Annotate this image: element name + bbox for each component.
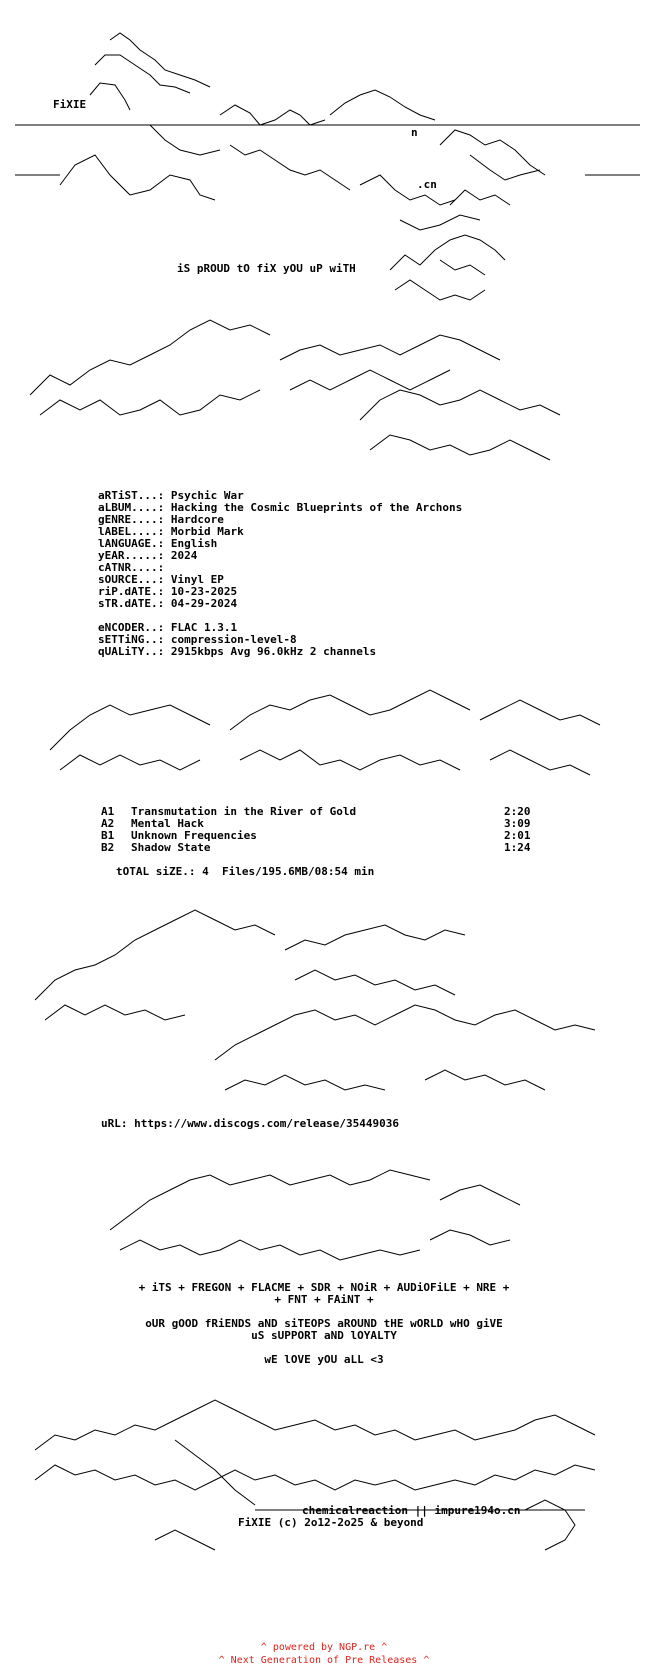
info-catnr: cATNR....: [98, 561, 171, 574]
track-time: 1:24 [504, 841, 531, 854]
header-logo-art [0, 25, 648, 240]
track-pos: A2 [101, 817, 115, 830]
info-artist: aRTiST...: Psychic War [98, 489, 244, 502]
total-size: tOTAL siZE.: 4 Files/195.6MB/08:54 min [116, 865, 375, 878]
info-str-date: sTR.dATE.: 04-29-2024 [98, 597, 238, 610]
glyph-n: n [411, 126, 418, 139]
track-time: 2:01 [504, 829, 531, 842]
tracklist-heading-art [40, 680, 620, 800]
track-time: 3:09 [504, 817, 531, 830]
greets-heading-art [100, 1160, 540, 1270]
site-tag: .cn [417, 178, 437, 191]
footer-tagline: ^ Next Generation of Pre Releases ^ [218, 1655, 430, 1666]
greets-line4: uS sUPPORT aND lOYALTY [251, 1329, 397, 1342]
track-title: Transmutation in the River of Gold [131, 805, 357, 818]
credits-sites: chemicalreaction || impure194o.cn [302, 1504, 521, 1517]
greets-line5: wE lOVE yOU aLL <3 [264, 1353, 384, 1366]
info-source: sOURCE...: Vinyl EP [98, 573, 224, 586]
track-title: Unknown Frequencies [131, 829, 257, 842]
info-heading-art [20, 300, 630, 480]
info-quality: qUALiTY..: 2915kbps Avg 96.0kHz 2 channels [98, 645, 377, 658]
tagline: iS pROUD tO fiX yOU uP wiTH [177, 262, 356, 275]
credits-copyright: FiXIE (c) 2o12-2o25 & beyond [238, 1516, 424, 1529]
footer-powered-by: ^ powered by NGP.re ^ [260, 1642, 388, 1653]
track-title: Shadow State [131, 841, 211, 854]
info-label: lABEL....: Morbid Mark [98, 525, 244, 538]
info-album: aLBUM....: Hacking the Cosmic Blueprints of the Archons [98, 501, 463, 514]
track-pos: A1 [101, 805, 115, 818]
group-tag: FiXIE [53, 98, 87, 111]
info-rip-date: riP.dATE.: 10-23-2025 [98, 585, 238, 598]
info-language: lANGUAGE.: English [98, 537, 218, 550]
greets-line3: oUR gOOD fRiENDS aND siTEOPS aROUND tHE wORLD wHO giVE [145, 1317, 503, 1330]
tagline-art [380, 220, 540, 310]
track-pos: B2 [101, 841, 115, 854]
track-pos: B1 [101, 829, 115, 842]
release-url: uRL: https://www.discogs.com/release/35449036 [101, 1117, 400, 1130]
track-time: 2:20 [504, 805, 531, 818]
info-setting: sETTiNG..: compression-level-8 [98, 633, 297, 646]
track-title: Mental Hack [131, 817, 204, 830]
info-year: yEAR.....: 2024 [98, 549, 198, 562]
links-heading-art [25, 900, 625, 1100]
info-genre: gENRE....: Hardcore [98, 513, 224, 526]
greets-line2: + FNT + FAiNT + [274, 1293, 374, 1306]
greets-line1: + iTS + FREGON + FLACME + SDR + NOiR + AUDiOFiLE + NRE + [138, 1281, 510, 1294]
credits-heading-art [25, 1390, 625, 1570]
info-encoder: eNCODER..: FLAC 1.3.1 [98, 621, 238, 634]
